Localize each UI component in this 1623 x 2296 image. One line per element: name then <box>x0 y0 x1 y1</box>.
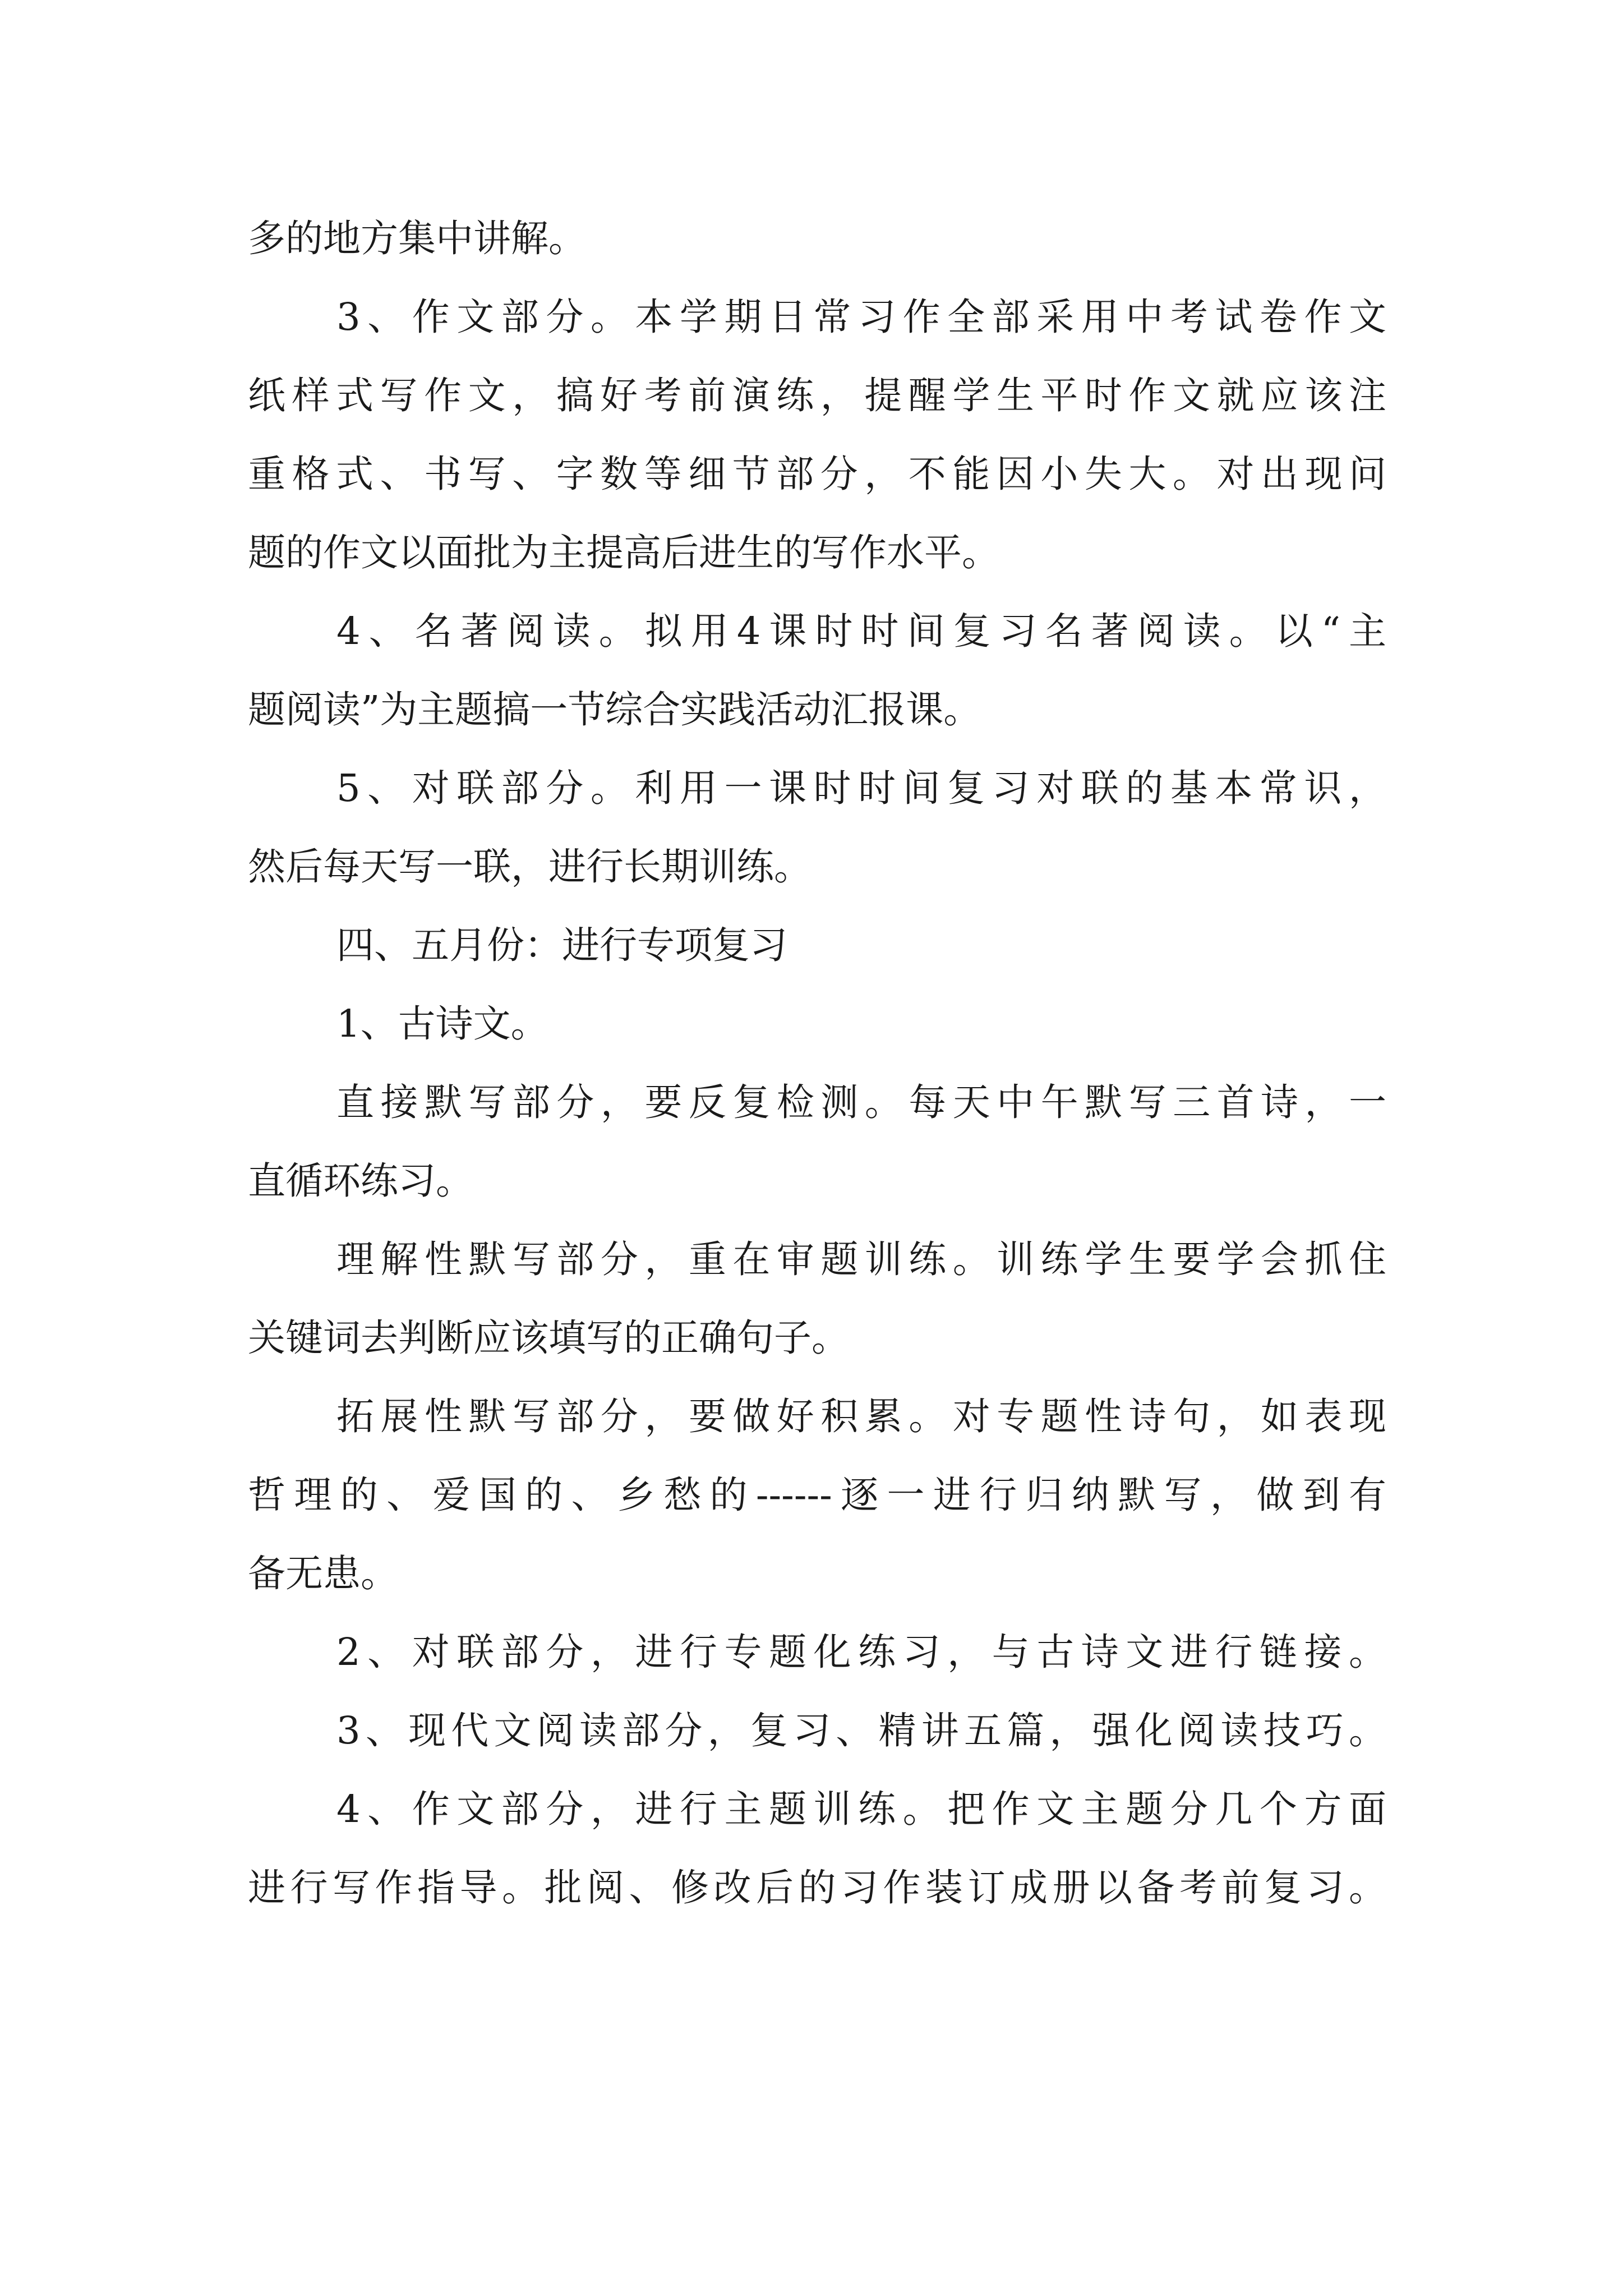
section-heading: 四、五月份：进行专项复习 <box>336 923 787 967</box>
text-line: 拓展性默写部分，要做好积累。对专题性诗句，如表现 <box>336 1395 1386 1438</box>
text-line: 4、名著阅读。拟用4课时时间复习名著阅读。以“主 <box>336 609 1386 653</box>
text-line: 2、对联部分，进行专题化练习，与古诗文进行链接。 <box>336 1630 1386 1674</box>
text-line: 4、作文部分，进行主题训练。把作文主题分几个方面 <box>336 1787 1386 1831</box>
text-line: 理解性默写部分，重在审题训练。训练学生要学会抓住 <box>336 1237 1386 1281</box>
text-line: 纸样式写作文，搞好考前演练，提醒学生平时作文就应该注 <box>248 374 1386 417</box>
text-line: 进行写作指导。批阅、修改后的习作装订成册以备考前复习。 <box>248 1866 1386 1910</box>
text-line: 3、现代文阅读部分，复习、精讲五篇，强化阅读技巧。 <box>336 1709 1386 1752</box>
text-line: 5、对联部分。利用一课时时间复习对联的基本常识， <box>336 766 1386 810</box>
text-line: 哲理的、爱国的、乡愁的------逐一进行归纳默写，做到有 <box>248 1473 1386 1517</box>
text-line: 题的作文以面批为主提高后进生的写作水平。 <box>248 531 999 574</box>
text-line: 备无患。 <box>248 1552 398 1595</box>
text-line: 题阅读”为主题搞一节综合实践活动汇报课。 <box>248 688 981 731</box>
text-line: 重格式、书写、字数等细节部分，不能因小失大。对出现问 <box>248 452 1386 496</box>
text-line: 关键词去判断应该填写的正确句子。 <box>248 1316 849 1360</box>
text-line: 多的地方集中讲解。 <box>248 217 586 260</box>
text-line: 3、作文部分。本学期日常习作全部采用中考试卷作文 <box>336 295 1386 339</box>
text-line: 然后每天写一联，进行长期训练。 <box>248 845 811 889</box>
text-line: 直接默写部分，要反复检测。每天中午默写三首诗，一 <box>336 1080 1386 1124</box>
text-line: 直循环练习。 <box>248 1159 473 1203</box>
text-line: 1、古诗文。 <box>336 1002 548 1046</box>
